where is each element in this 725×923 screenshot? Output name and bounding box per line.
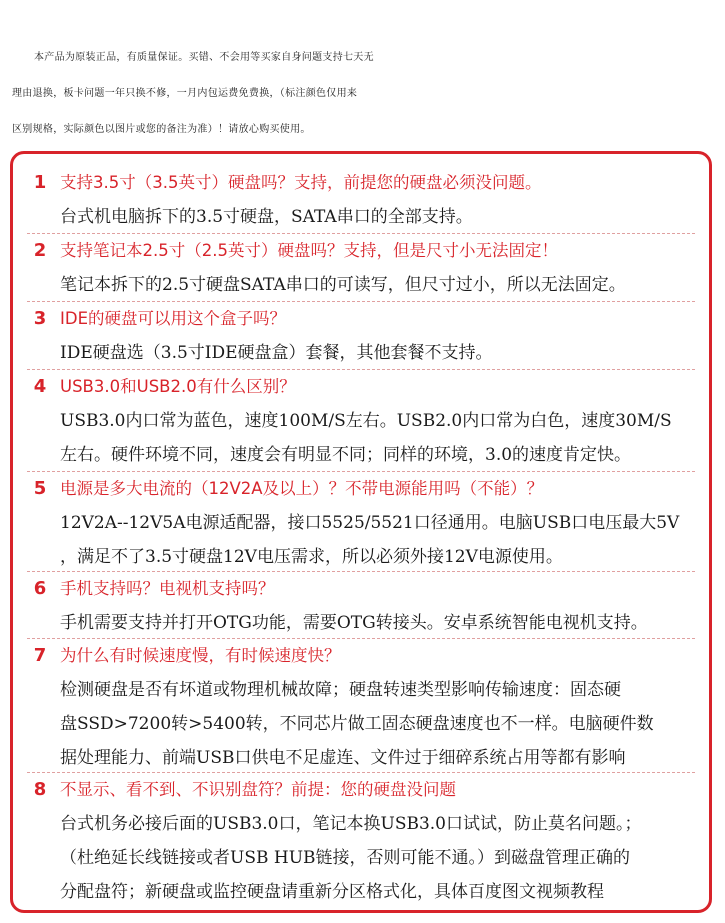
intro-text (12, 40, 712, 148)
faq-item-6 (13, 572, 709, 640)
faq-number: 6 (33, 578, 47, 599)
faq-number: 3 (33, 308, 47, 329)
faq-question: 为什么有时候速度慢，有时候速度快？ (60, 646, 341, 665)
faq-answer-line: 台式机务必接后面的USB3.0口，笔记本换USB3.0口试试，防止莫名问题。； (60, 814, 642, 834)
faq-answer-line: 盘SSD>7200转>5400转，不同芯片做工固态硬盘速度也不一样。电脑硬件数 (60, 714, 654, 734)
faq-answer-line: USB3.0内口常为蓝色，速度100M/S左右。USB2.0内口常为白色，速度30M/S (60, 411, 672, 431)
faq-question: IDE的硬盘可以用这个盒子吗？ (60, 309, 286, 328)
faq-question: 支持笔记本2.5寸（2.5英寸）硬盘吗？支持，但是尺寸小无法固定！ (60, 241, 558, 260)
faq-answer-line: 12V2A--12V5A电源适配器，接口5525/5521口径通用。电脑USB口电压最大5V (60, 513, 680, 533)
faq-item-5 (13, 472, 709, 574)
faq-question: USB3.0和USB2.0有什么区别？ (60, 377, 296, 396)
faq-question: 支持3.5寸（3.5英寸）硬盘吗？支持，前提您的硬盘必须没问题。 (60, 173, 542, 192)
faq-number: 1 (33, 172, 47, 193)
faq-item-2 (13, 234, 709, 302)
faq-answer-line: ，满足不了3.5寸硬盘12V电压需求，所以必须外接12V电源使用。 (60, 547, 563, 567)
faq-item-4 (13, 370, 709, 472)
faq-question: 手机支持吗？电视机支持吗？ (60, 579, 275, 598)
faq-item-3 (13, 302, 709, 370)
faq-panel (10, 151, 712, 913)
faq-answer-line: IDE硬盘选（3.5寸IDE硬盘盒）套餐，其他套餐不支持。 (60, 343, 493, 363)
intro-line: 理由退换，板卡问题一年只换不修，一月内包运费免费换，（标注颜色仅用来 (12, 88, 358, 99)
faq-question: 不显示、看不到、不识别盘符？前提：您的硬盘没问题 (60, 780, 456, 799)
faq-answer-line: 笔记本拆下的2.5寸硬盘SATA串口的可读写，但尺寸过小，所以无法固定。 (60, 275, 626, 295)
faq-number: 4 (33, 376, 47, 397)
faq-answer-line: 台式机电脑拆下的3.5寸硬盘，SATA串口的全部支持。 (60, 207, 473, 227)
faq-number: 7 (33, 645, 47, 666)
intro-line: 本产品为原装正品，有质量保证。买错、不会用等买家自身问题支持七天无 (34, 52, 374, 63)
faq-answer-line: 左右。硬件环境不同，速度会有明显不同；同样的环境，3.0的速度肯定快。 (60, 445, 632, 465)
faq-answer-line: 据处理能力、前端USB口供电不足虚连、文件过于细碎系统占用等都有影响 (60, 748, 626, 768)
faq-answer-line: 手机需要支持并打开OTG功能，需要OTG转接头。安卓系统智能电视机支持。 (60, 613, 648, 633)
faq-answer-line: （杜绝延长线链接或者USB HUB链接，否则可能不通。）到磁盘管理正确的 (60, 848, 631, 868)
faq-answer-line: 分配盘符；新硬盘或监控硬盘请重新分区格式化，具体百度图文视频教程 (60, 882, 604, 902)
faq-item-1 (13, 166, 709, 234)
faq-number: 5 (33, 478, 47, 499)
intro-line: 区别规格，实际颜色以图片或您的备注为准）！请放心购买使用。 (12, 124, 311, 135)
faq-question: 电源是多大电流的（12V2A及以上）？不带电源能用吗（不能）？ (60, 479, 544, 498)
faq-item-8 (13, 773, 709, 909)
faq-answer-line: 检测硬盘是否有坏道或物理机械故障；硬盘转速类型影响传输速度：固态硬 (60, 680, 621, 700)
faq-item-7 (13, 639, 709, 775)
faq-number: 8 (33, 779, 47, 800)
faq-number: 2 (33, 240, 47, 261)
